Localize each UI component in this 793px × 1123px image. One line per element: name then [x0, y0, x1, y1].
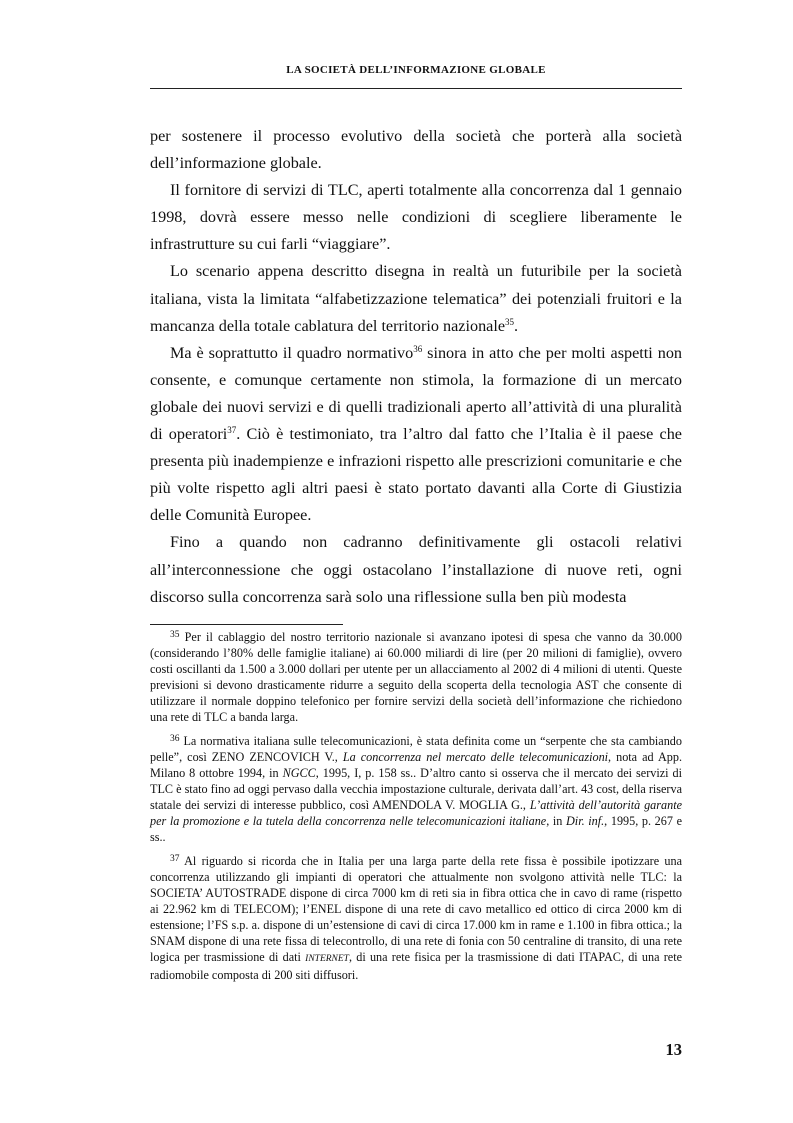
paragraph-3 [150, 258, 682, 339]
citation-title: La concorrenza nel mercato delle telecomunicazioni [342, 750, 609, 764]
footnote-text: , in [546, 814, 566, 828]
footnote-text: , 1995, I, p. 158 ss.. D’altro canto si osserva che il mercato dei servizi di TLC è stato fino ad oggi pervaso dalla vecchia impostazione culturale, derivata dall’art. 43 cost, della riserva statale dei servizi di interesse pubblico, così AMENDOLA V. MOGLIA G., [150, 766, 682, 812]
footnote-number: 36 [170, 734, 180, 744]
paragraph-4 [150, 340, 682, 530]
footnote-ref-37[interactable]: 37 [227, 425, 237, 436]
paragraph-4-text-c: . Ciò è testimoniato, tra l’altro dal fatto che l’Italia è il paese che presenta più inadempienze e infrazioni rispetto alle prescrizioni comunitarie e che più volte rispetto agli altri paesi è stato portato davanti alla Corte di Giustizia delle Comunità Europee. [150, 425, 682, 525]
footnote-text: , di una rete fisica per la trasmissione di dati ITAPAC, di una rete radiomobile composta di 200 siti diffusori. [150, 950, 682, 982]
footnote-ref-35[interactable]: 35 [505, 316, 515, 327]
running-header: LA SOCIETÀ DELL’INFORMAZIONE GLOBALE [286, 64, 546, 76]
footnotes-section [150, 629, 682, 991]
paragraph-5: Fino a quando non cadranno definitivamente gli ostacoli relativi all’interconnessione che oggi ostacolano l’installazione di nuove reti, ogni discorso sulla concorrenza sarà solo una riflessione sulla ben più modesta [150, 533, 682, 606]
footnote-number: 35 [170, 630, 180, 640]
journal-name: NGCC [282, 766, 316, 780]
footnote-text: , 1995, p. 267 e ss.. [150, 814, 682, 844]
footnote-divider [150, 624, 343, 625]
header-divider [150, 88, 682, 89]
paragraph-1: per sostenere il processo evolutivo della società che porterà alla società dell’informazione globale. [150, 127, 682, 173]
citation-title: L’attività dell’autorità garante per la promozione e la tutela della concorrenza nelle telecomunicazioni italiane [150, 798, 682, 828]
footnote-37 [150, 853, 682, 983]
footnote-text: La normativa italiana sulle telecomunicazioni, è stata definita come un “serpente che sta cambiando pelle”, così ZENO ZENCOVICH V., [150, 734, 682, 764]
paragraph-2: Il fornitore di servizi di TLC, aperti totalmente alla concorrenza dal 1 gennaio 1998, dovrà essere messo nelle condizioni di scegliere liberamente le infrastrutture su cui farli “viaggiare”. [150, 181, 682, 254]
paragraph-3-end: . [514, 316, 519, 335]
footnote-text: , nota ad App. Milano 8 ottobre 1994, in [150, 750, 682, 780]
paragraph-4-text-b: sinora in atto che per molti aspetti non consente, e comunque certamente non stimola, la formazione di un mercato globale dei nuovi servizi e di quelli tradizionali aperto all’attività di una pluralità di operatori [150, 343, 683, 444]
footnote-text: Per il cablaggio del nostro territorio nazionale si avanzano ipotesi di spesa che vanno da 30.000 (considerando l’80% delle famiglie italiane) ai 60.000 miliardi di lire (per 20 milioni di famiglie), ovvero costi oscillanti da 1.500 a 3.000 dollari per utente per un allacciamento al 2002 di 4 milioni di utenti. Queste previsioni si devono drasticamente ridurre a seguito della scoperta della tecnologia AST che consente di utilizzare il normale doppino telefonico per fornire servizi della società dell’informazione che richiedono una rete di TLC a banda larga. [150, 630, 682, 724]
paragraph-4-text-a: Ma è soprattutto il quadro normativo [170, 343, 414, 362]
internet-term: INTERNET [305, 954, 349, 964]
footnote-35 [150, 629, 682, 725]
journal-name: Dir. inf. [566, 814, 605, 828]
body-text [150, 123, 682, 611]
paragraph-3-text: Lo scenario appena descritto disegna in realtà un futuribile per la società italiana, vista la limitata “alfabetizzazione telematica” dei potenziali fruitori e la mancanza della totale cablatura del territorio nazionale [150, 262, 682, 335]
footnote-number: 37 [170, 854, 180, 864]
footnote-36 [150, 733, 682, 845]
page-number: 13 [665, 1040, 682, 1059]
footnote-text: Al riguardo si ricorda che in Italia per una larga parte della rete fissa è possibile ipotizzare una concorrenza utilizzando gli impianti di operatori che attualmente non svolgono attività nelle TLC: la SOCIETA’ AUTOSTRADE dispone di circa 7000 km di reti sia in fibra ottica che in cavo di rame (rispetto ai 22.962 km di TELECOM); l’ENEL dispone di una rete di cavo metallico ed ottico di circa 2000 km di estensione; l’FS s.p. a. dispone di un’estensione di cavi di circa 17.000 km in rame e 1.100 in fibra ottica.; la SNAM dispone di una rete fissa di telecontrollo, di una rete di fonia con 50 centraline di transito, di una rete logica per trasmissione di dati [150, 854, 682, 964]
footnote-ref-36[interactable]: 36 [413, 343, 423, 354]
